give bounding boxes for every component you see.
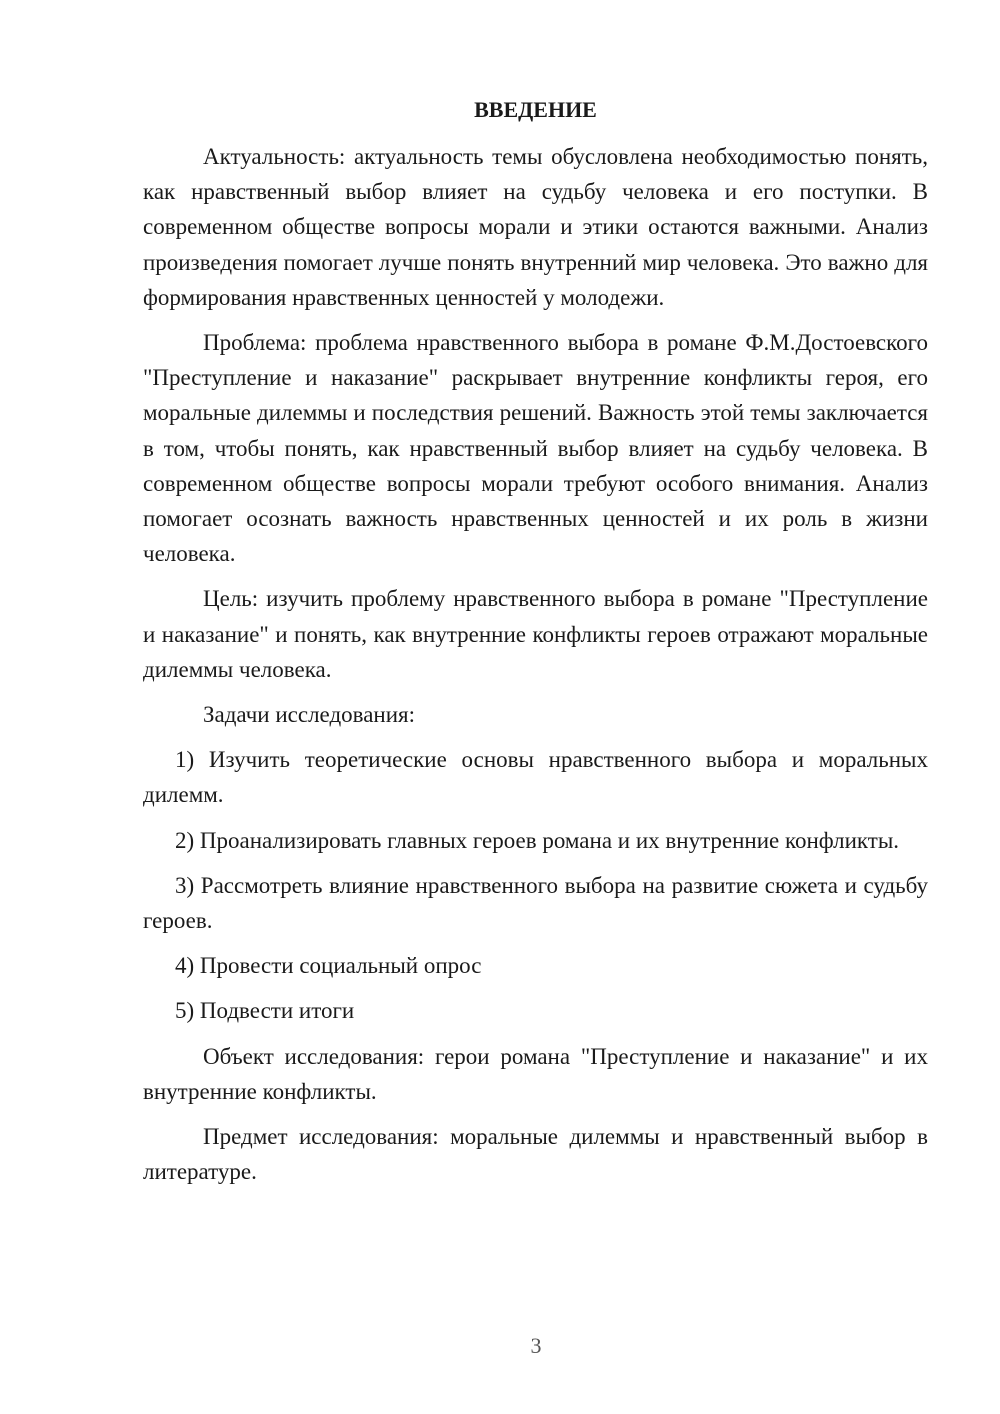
task-item-1: 1) Изучить теоретические основы нравственного выбора и моральных дилемм.	[143, 747, 928, 808]
page-number: 3	[530, 1333, 542, 1358]
paragraph-subject: Предмет исследования: моральные дилеммы и нравственный выбор в литературе.	[143, 1124, 928, 1185]
tasks-heading: Задачи исследования:	[203, 702, 416, 728]
task-item-3: 3) Рассмотреть влияние нравственного выбора на развитие сюжета и судьбу героев.	[143, 872, 928, 934]
task-item-5: 5) Подвести итоги	[175, 998, 355, 1024]
page-content	[143, 94, 928, 1199]
task-item-2: 2) Проанализировать главных героев романа и их внутренние конфликты.	[175, 827, 900, 853]
page-title: ВВЕДЕНИЕ	[474, 97, 597, 122]
paragraph-goal: Цель: изучить проблему нравственного выбора в романе "Преступление и наказание" и понять, как внутренние конфликты героев отражают моральные дилеммы человека.	[143, 586, 928, 682]
paragraph-problem: Проблема: проблема нравственного выбора в романе Ф.М.Достоевского "Преступление и наказание" раскрывает внутренние конфликты героя, его моральные дилеммы и последствия решений. Важность этой темы заключается в том, чтобы понять, как нравственный выбор влияет на судьбу человека. В современном обществе вопросы морали требуют особого внимания. Анализ помогает осознать важность нравственных ценностей и их роль в жизни человека.	[143, 330, 928, 567]
task-item-4: 4) Провести социальный опрос	[175, 953, 482, 979]
paragraph-relevance: Актуальность: актуальность темы обусловлена необходимостью понять, как нравственный выбор влияет на судьбу человека и его поступки. В современном обществе вопросы морали и этики остаются важными. Анализ произведения помогает лучше понять внутренний мир человека. Это важно для формирования нравственных ценностей у молодежи.	[143, 144, 928, 310]
paragraph-object: Объект исследования: герои романа "Преступление и наказание" и их внутренние конфликты.	[143, 1043, 928, 1104]
